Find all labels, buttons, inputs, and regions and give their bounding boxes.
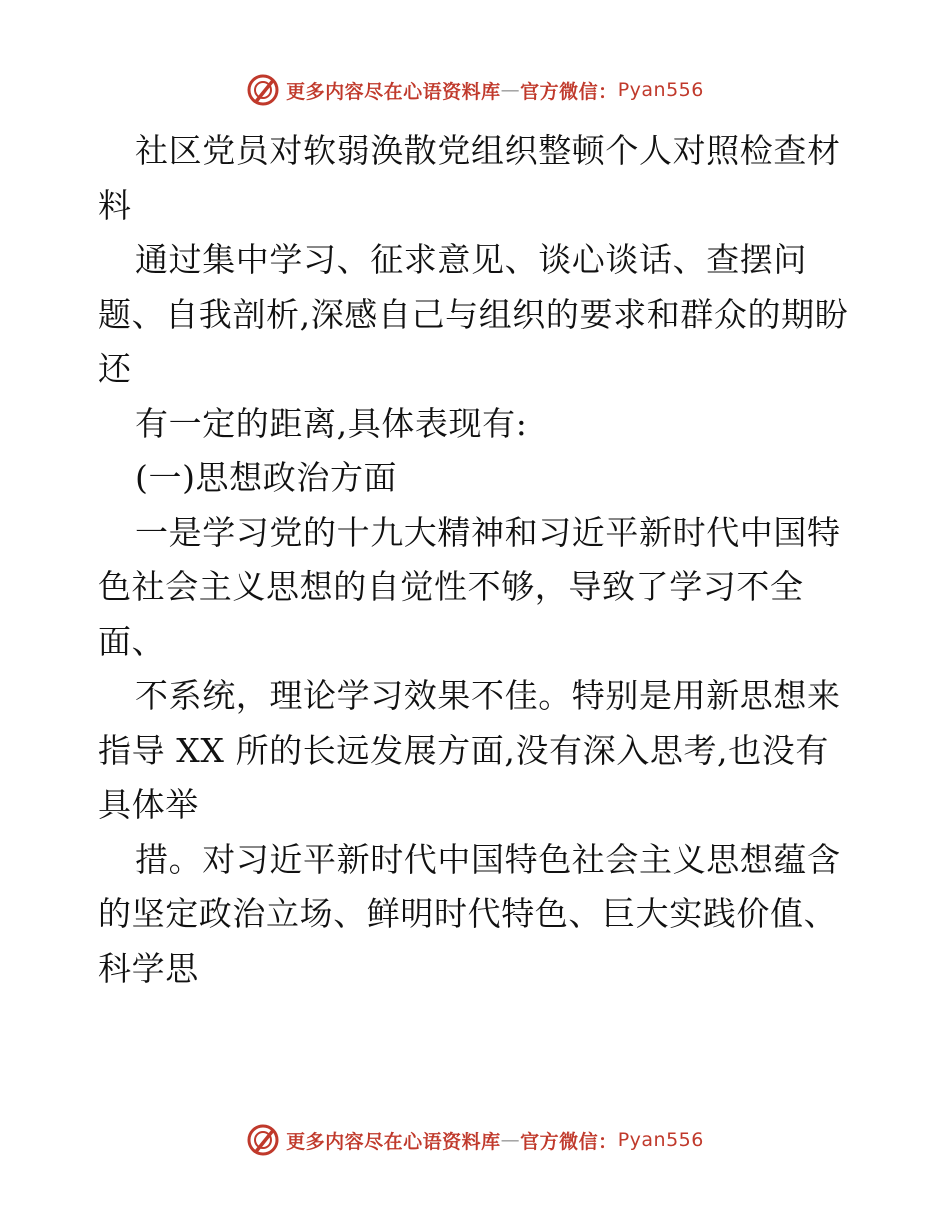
- document-title: 社区党员对软弱涣散党组织整顿个人对照检查材料: [98, 131, 841, 225]
- watermark-main-text: 更多内容尽在心语资料库: [286, 80, 501, 103]
- watermark-main-text: 更多内容尽在心语资料库: [286, 1130, 501, 1153]
- watermark-separator: —: [500, 79, 521, 101]
- paragraph: 不系统，理论学习效果不佳。特别是用新思想来指导 XX 所的长远发展方面,没有深入思考,也没有具体举: [98, 676, 841, 824]
- paragraph: 有一定的距离,具体表现有:: [135, 403, 528, 443]
- quill-pen-circle-icon: [246, 1123, 280, 1157]
- paragraph: 一是学习党的十九大精神和习近平新时代中国特色社会主义思想的自觉性不够，导致了学习不全面、: [98, 512, 841, 661]
- quill-pen-circle-icon: [246, 73, 280, 107]
- watermark-wechat-label: 官方微信：: [520, 1130, 618, 1153]
- watermark-wechat-id: Pyan556: [617, 1129, 704, 1151]
- section-heading: (一)思想政治方面: [135, 458, 398, 497]
- paragraph: 通过集中学习、征求意见、谈心谈话、查摆问题、自我剖析,深感自己与组织的要求和群众的期盼还: [98, 240, 849, 388]
- watermark-wechat-id: Pyan556: [617, 79, 704, 101]
- paragraph: 措。对习近平新时代中国特色社会主义思想蕴含的坚定政治立场、鲜明时代特色、巨大实践价值、科学思: [98, 839, 841, 988]
- header-watermark: [0, 73, 950, 107]
- document-body: [98, 124, 858, 996]
- footer-watermark: [0, 1123, 950, 1157]
- watermark-wechat-label: 官方微信：: [520, 80, 618, 103]
- watermark-separator: —: [500, 1129, 521, 1151]
